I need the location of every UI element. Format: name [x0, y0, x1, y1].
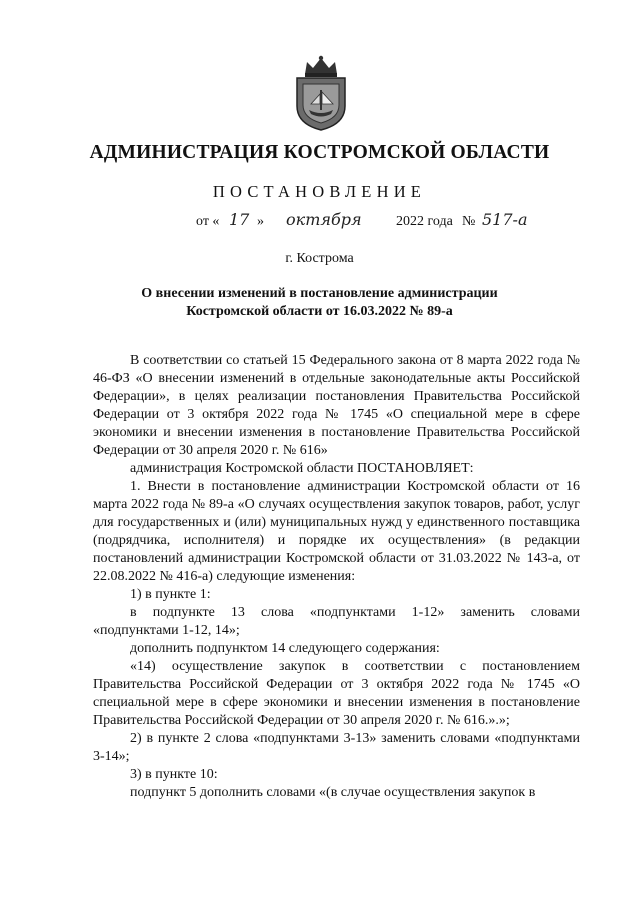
- body-paragraph: подпункт 5 дополнить словами «(в случае осуществления закупок в: [130, 785, 536, 800]
- body-paragraph: 3) в пункте 10:: [130, 767, 218, 782]
- subject-line-2: Костромской области от 16.03.2022 № 89-а: [186, 304, 453, 319]
- organization-title: АДМИНИСТРАЦИЯ КОСТРОМСКОЙ ОБЛАСТИ: [89, 142, 550, 163]
- date-year: 2022 года: [396, 214, 453, 229]
- body-paragraph: 1) в пункте 1:: [130, 587, 211, 602]
- document-body: [93, 352, 580, 802]
- body-paragraph: в подпункте 13 слова «подпунктами 1-12» заменить словами «подпунктами 1-12, 14»;: [93, 605, 580, 638]
- date-prefix: от «: [196, 214, 220, 229]
- body-paragraph: 1. Внести в постановление администрации Костромской области от 16 марта 2022 года № 89-а «О случаях осуществления закупок товаров, работ, услуг для государственных и (или) муниципальных нужд у единственного поставщика (подрядчика, исполнителя) и порядке их осуществления» (в редакции постановлений администрации Костромской области от 31.03.2022 № 143-а, от 22.08.2022 № 416-а) следующие изменения:: [93, 479, 580, 584]
- date-month: октября: [286, 210, 362, 229]
- number-label: №: [462, 214, 476, 229]
- date-day: 17: [229, 210, 250, 229]
- body-paragraph: «14) осуществление закупок в соответствии с постановлением Правительства Российской Федерации от 3 октября 2022 года № 1745 «О специальной мере в сфере экономики и внесении изменения в постановление Правительства Российской Федерации от 30 апреля 2020 г. № 616.».»;: [93, 659, 580, 728]
- body-paragraph: администрация Костромской области ПОСТАНОВЛЯЕТ:: [130, 461, 474, 476]
- body-paragraph: В соответствии со статьей 15 Федерального закона от 8 марта 2022 года № 46-ФЗ «О внесении изменений в отдельные законодательные акты Российской Федерации», в целях реализации постановления Правительства Российской Федерации от 3 октября 2022 года № 1745 «О специальной мере в сфере экономики и внесении изменения в постановление Правительства Российской Федерации от 30 апреля 2020 г. № 616»: [93, 353, 580, 458]
- coat-of-arms-icon: [289, 54, 353, 132]
- body-paragraph: дополнить подпунктом 14 следующего содержания:: [130, 641, 440, 656]
- document-number: 517-а: [482, 210, 528, 229]
- body-paragraph: 2) в пункте 2 слова «подпунктами 3-13» заменить словами «подпунктами 3-14»;: [93, 731, 580, 764]
- subject-line-1: О внесении изменений в постановление администрации: [141, 286, 498, 301]
- document-type: ПОСТАНОВЛЕНИЕ: [212, 182, 427, 201]
- date-close-quote: »: [257, 214, 264, 229]
- city: г. Кострома: [285, 251, 354, 266]
- document-subject: [0, 285, 639, 321]
